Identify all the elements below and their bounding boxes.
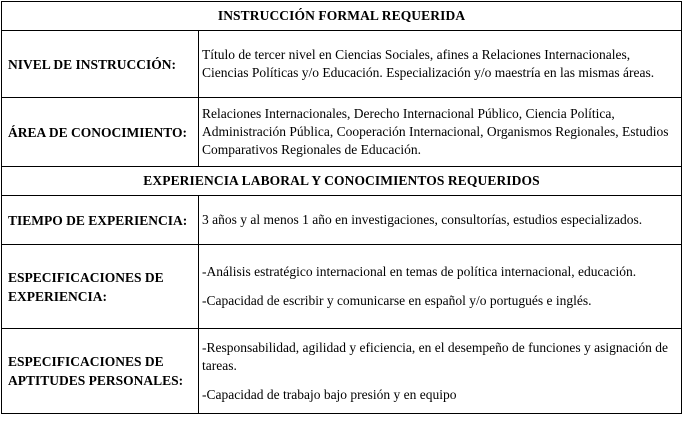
value-nivel-instruccion: Título de tercer nivel en Ciencias Sociales, afines a Relaciones Internacionales, Ciencias Políticas y/o Educación. Especialización y/o maestría en las mismas áreas. bbox=[199, 31, 682, 98]
label-tiempo-experiencia: TIEMPO DE EXPERIENCIA: bbox=[2, 196, 199, 245]
list-item: -Análisis estratégico internacional en temas de política internacional, educación. bbox=[202, 264, 637, 279]
label-especificaciones-experiencia bbox=[2, 245, 199, 329]
label-area-conocimiento: ÁREA DE CONOCIMIENTO: bbox=[2, 98, 199, 167]
list-item: -Responsabilidad, agilidad y eficiencia, en el desempeño de funciones y asignación de tareas. bbox=[202, 339, 668, 373]
section-header-formal-education: INSTRUCCIÓN FORMAL REQUERIDA bbox=[2, 2, 682, 31]
label-line: EXPERIENCIA: bbox=[8, 288, 108, 304]
requirements-table bbox=[1, 1, 682, 414]
label-line: APTITUDES PERSONALES: bbox=[8, 373, 184, 388]
section-row-experience bbox=[2, 167, 682, 196]
table-row-especificaciones-experiencia bbox=[2, 245, 682, 329]
label-line: ESPECIFICACIONES DE bbox=[8, 269, 164, 285]
table-row-tiempo bbox=[2, 196, 682, 245]
table-row-nivel bbox=[2, 31, 682, 98]
table-row-area bbox=[2, 98, 682, 167]
label-nivel-instruccion: NIVEL DE INSTRUCCIÓN: bbox=[2, 31, 199, 98]
section-row-formal bbox=[2, 2, 682, 31]
list-item: -Capacidad de escribir y comunicarse en español y/o portugués e inglés. bbox=[202, 293, 592, 308]
label-aptitudes-personales bbox=[2, 329, 199, 414]
value-especificaciones-experiencia bbox=[199, 245, 682, 329]
label-line: ESPECIFICACIONES DE bbox=[8, 354, 164, 369]
value-tiempo-experiencia: 3 años y al menos 1 año en investigaciones, consultorías, estudios especializados. bbox=[199, 196, 682, 245]
table-row-aptitudes bbox=[2, 329, 682, 414]
section-header-experience: EXPERIENCIA LABORAL Y CONOCIMIENTOS REQUERIDOS bbox=[2, 167, 682, 196]
list-item: -Capacidad de trabajo bajo presión y en equipo bbox=[202, 386, 457, 402]
value-area-conocimiento: Relaciones Internacionales, Derecho Internacional Público, Ciencia Política, Administración Pública, Cooperación Internacional, Organismos Regionales, Estudios Comparativos Regionales de Educación. bbox=[199, 98, 682, 167]
value-aptitudes-personales bbox=[199, 329, 682, 414]
